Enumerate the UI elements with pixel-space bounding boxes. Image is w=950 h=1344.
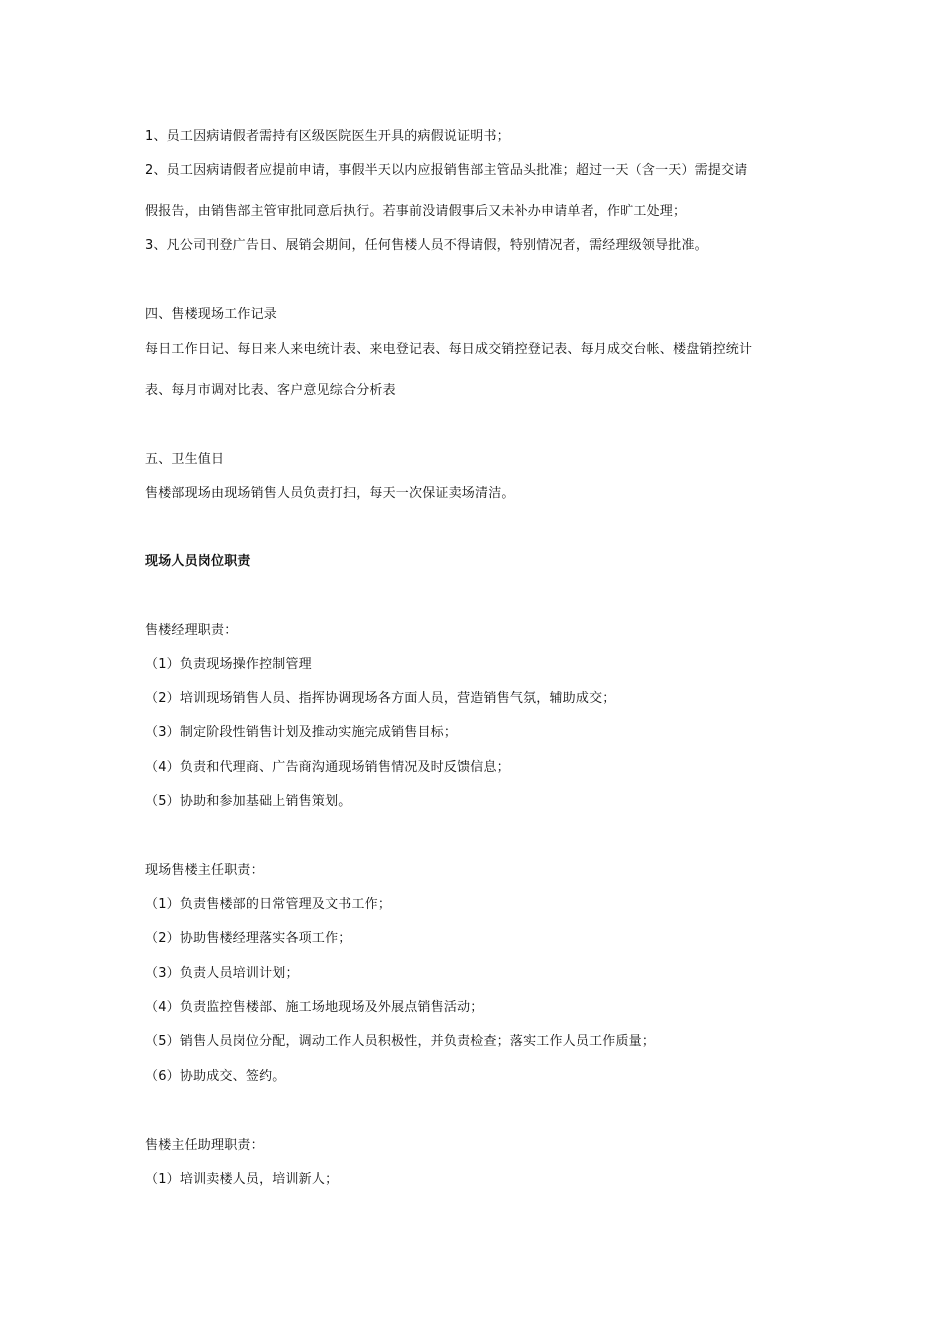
section-5-heading: 五、卫生值日	[145, 452, 225, 467]
director-item-4: （4）负责监控售楼部、施工场地现场及外展点销售活动；	[145, 1000, 484, 1015]
leave-rule-1: 1、员工因病请假者需持有区级医院医生开具的病假说证明书；	[145, 129, 510, 144]
manager-heading: 售楼经理职责：	[145, 623, 238, 638]
leave-rule-2-line-2: 假报告，由销售部主管审批同意后执行。若事前没请假事后又未补办申请单者，作旷工处理；	[145, 204, 687, 219]
section-4-body-line-1: 每日工作日记、每日来人来电统计表、来电登记表、每日成交销控登记表、每月成交台帐、楼盘销控统计	[145, 342, 753, 357]
manager-item-5: （5）协助和参加基础上销售策划。	[145, 794, 352, 809]
section-4-heading: 四、售楼现场工作记录	[145, 307, 278, 322]
assistant-item-1: （1）培训卖楼人员，培训新人；	[145, 1172, 339, 1187]
director-item-6: （6）协助成交、签约。	[145, 1069, 286, 1084]
manager-item-4: （4）负责和代理商、广告商沟通现场销售情况及时反馈信息；	[145, 760, 510, 775]
manager-item-2: （2）培训现场销售人员、指挥协调现场各方面人员，营造销售气氛，辅助成交；	[145, 691, 616, 706]
section-4-body-line-2: 表、每月市调对比表、客户意见综合分析表	[145, 383, 396, 398]
section-5-body: 售楼部现场由现场销售人员负责打扫，每天一次保证卖场清洁。	[145, 486, 515, 501]
director-item-3: （3）负责人员培训计划；	[145, 966, 299, 981]
assistant-heading: 售楼主任助理职责：	[145, 1138, 264, 1153]
manager-item-1: （1）负责现场操作控制管理	[145, 657, 312, 672]
director-item-1: （1）负责售楼部的日常管理及文书工作；	[145, 897, 392, 912]
director-item-5: （5）销售人员岗位分配，调动工作人员积极性，并负责检查；落实工作人员工作质量；	[145, 1034, 656, 1049]
duties-title: 现场人员岗位职责	[145, 554, 251, 569]
manager-item-3: （3）制定阶段性销售计划及推动实施完成销售目标；	[145, 725, 458, 740]
leave-rule-3: 3、凡公司刊登广告日、展销会期间，任何售楼人员不得请假，特别情况者，需经理级领导批准。	[145, 238, 708, 253]
director-heading: 现场售楼主任职责：	[145, 863, 264, 878]
director-item-2: （2）协助售楼经理落实各项工作；	[145, 931, 352, 946]
leave-rule-2-line-1: 2、员工因病请假者应提前申请，事假半天以内应报销售部主管品头批准；超过一天（含一天）需提交请	[145, 163, 748, 178]
